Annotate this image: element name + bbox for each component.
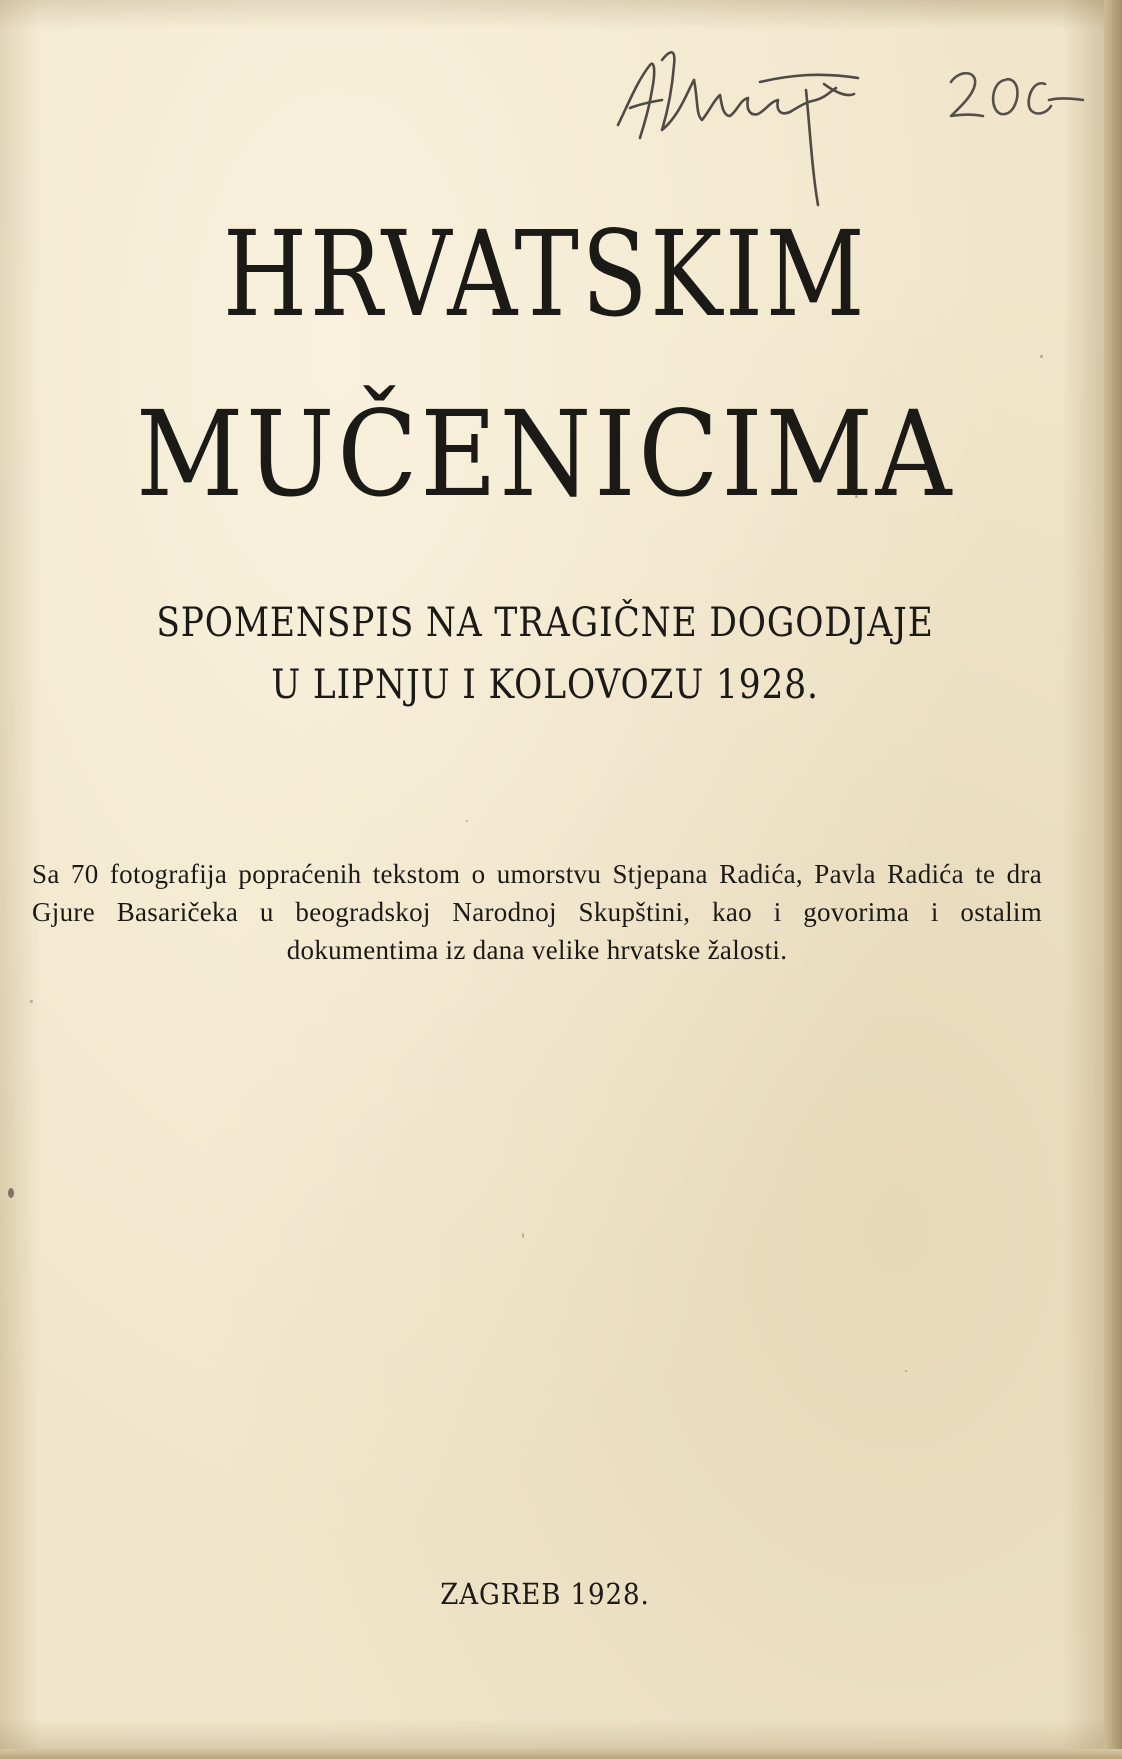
paper-speck bbox=[8, 1188, 14, 1198]
subtitle-line-2: U LIPNJU I KOLOVOZU 1928. bbox=[271, 662, 819, 708]
paper-speck bbox=[1040, 355, 1043, 358]
imprint: ZAGREB 1928. bbox=[440, 1577, 650, 1611]
paper-speck bbox=[522, 1233, 524, 1238]
paper-speck bbox=[30, 1000, 33, 1003]
subtitle-line-1: SPOMENSPIS NA TRAGIČNE DOGODJAJE bbox=[156, 600, 934, 646]
paper-speck bbox=[905, 1370, 907, 1372]
page-edge-bottom bbox=[0, 1749, 1122, 1759]
title-line-1: HRVATSKIM bbox=[222, 205, 868, 343]
handwritten-shelfmark bbox=[945, 60, 1085, 130]
description-paragraph: Sa 70 fotografija popraćenih tekstom o umorstvu Stjepana Radića, Pavla Radića te dra Gjure Basaričeka u beogradskoj Narodnoj Skupštini, kao i govorima i ostalim dokumentima iz dana velike hrvatske žalosti. bbox=[32, 859, 1042, 965]
page-edge-right bbox=[1104, 0, 1122, 1759]
title-line-2: MUČENICIMA bbox=[135, 385, 955, 523]
paper-speck bbox=[466, 820, 468, 822]
paper-speck bbox=[855, 495, 858, 498]
handwritten-signature bbox=[610, 20, 890, 220]
